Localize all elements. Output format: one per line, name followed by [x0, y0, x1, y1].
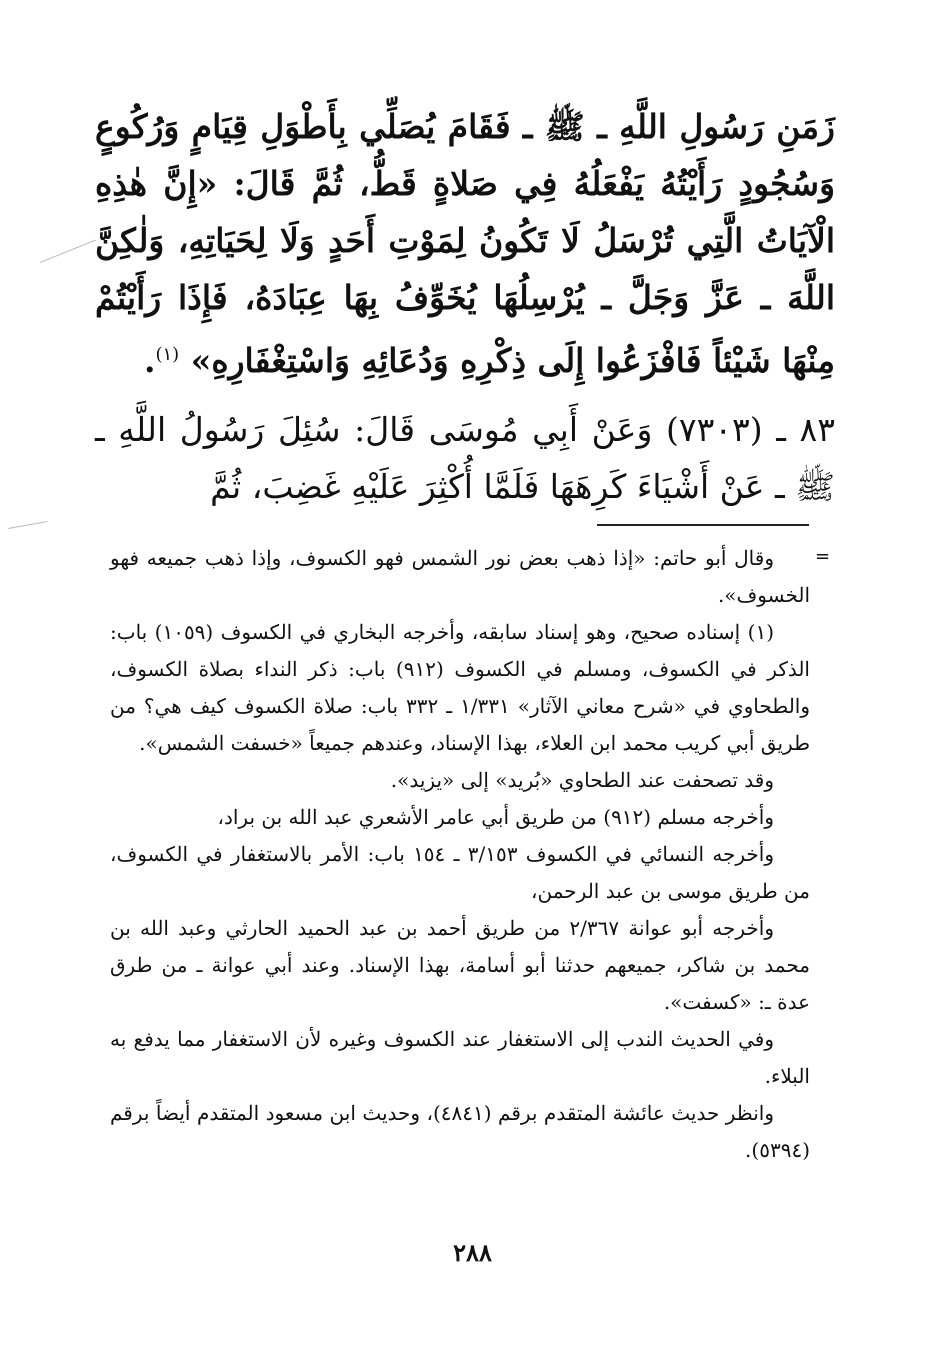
- hadith-text: زَمَنِ رَسُولِ اللَّهِ ـ ﷺ ـ فَقَامَ يُصَلِّي بِأَطْوَلِ قِيَامٍ وَرُكُوعٍ وَسُجُودٍ رَأَيْتُهُ يَفْعَلُهُ فِي صَلاةٍ قَطُّ، ثُمَّ قَالَ: «إِنَّ هٰذِهِ الْآيَاتُ الَّتِي تُرْسَلُ لَا تَكُونُ لِمَوْتِ أَحَدٍ وَلَا لِحَيَاتِهِ، وَلٰكِنَّ اللَّهَ ـ عَزَّ وَجَلَّ ـ يُرْسِلُهَا يُخَوِّفُ بِهَا عِبَادَهُ، فَإِذَا رَأَيْتُمْ مِنْهَا شَيْئاً فَافْزَعُوا إِلَى ذِكْرِهِ وَدُعَائِهِ وَاسْتِغْفَارِهِ»: [95, 107, 835, 380]
- scan-artifact: [40, 240, 96, 263]
- footnote-line: وأخرجه مسلم (٩١٢) من طريق أبي عامر الأشعري عبد الله بن براد،: [217, 805, 774, 829]
- footnote-line: وفي الحديث الندب إلى الاستغفار عند الكسوف وغيره لأن الاستغفار مما يدفع به البلاء.: [110, 1027, 810, 1088]
- footnote-reference: (١): [155, 344, 180, 365]
- continuation-mark: =: [815, 546, 831, 567]
- page-number: ٢٨٨: [453, 1238, 492, 1267]
- footnote-line: وقد تصحفت عند الطحاوي «بُريد» إلى «يزيد».: [390, 768, 774, 792]
- hadith-end-mark: .: [143, 341, 156, 380]
- footnote-line: وأخرجه أبو عوانة ٢/٣٦٧ من طريق أحمد بن عبد الحميد الحارثي وعبد الله بن محمد بن شاكر، جميعهم حدثنا أبو أسامة، بهذا الإسناد. وعند أبي عوانة ـ من طرق عدة ـ: «كسفت».: [110, 916, 810, 1014]
- footnote-separator: [597, 524, 809, 526]
- footnote-line: (١) إسناده صحيح، وهو إسناد سابقه، وأخرجه البخاري في الكسوف (١٠٥٩) باب: الذكر في الكسوف، ومسلم في الكسوف (٩١٢) باب: ذكر النداء بصلاة الكسوف، والطحاوي في «شرح معاني الآثار» ١/٣٣١ ـ ٣٣٢ باب: صلاة الكسوف كيف هي؟ من طريق أبي كريب محمد ابن العلاء، بهذا الإسناد، وعندهم جميعاً «خسفت الشمس».: [110, 620, 811, 755]
- main-hadith-text: [95, 98, 835, 515]
- hadith-paragraph: [95, 98, 835, 389]
- scan-artifact: [8, 521, 48, 529]
- footnotes-block: [110, 540, 810, 1169]
- footnote-line: وأخرجه النسائي في الكسوف ٣/١٥٣ ـ ١٥٤ باب: الأمر بالاستغفار في الكسوف، من طريق موسى بن عبد الرحمن،: [110, 842, 810, 903]
- footnote-line: وانظر حديث عائشة المتقدم برقم (٤٨٤١)، وحديث ابن مسعود المتقدم أيضاً برقم (٥٣٩٤).: [110, 1101, 810, 1162]
- hadith-paragraph-83: ٨٣ ـ (٧٣٠٣) وَعَنْ أَبِي مُوسَى قَالَ: سُئِلَ رَسُولُ اللَّهِ ـ ﷺ ـ عَنْ أَشْيَاءَ كَرِهَهَا فَلَمَّا أُكْثِرَ عَلَيْهِ غَضِبَ، ثُمَّ: [95, 410, 835, 506]
- footnote-line: وقال أبو حاتم: «إذا ذهب بعض نور الشمس فهو الكسوف، وإذا ذهب جميعه فهو الخسوف».: [110, 546, 810, 607]
